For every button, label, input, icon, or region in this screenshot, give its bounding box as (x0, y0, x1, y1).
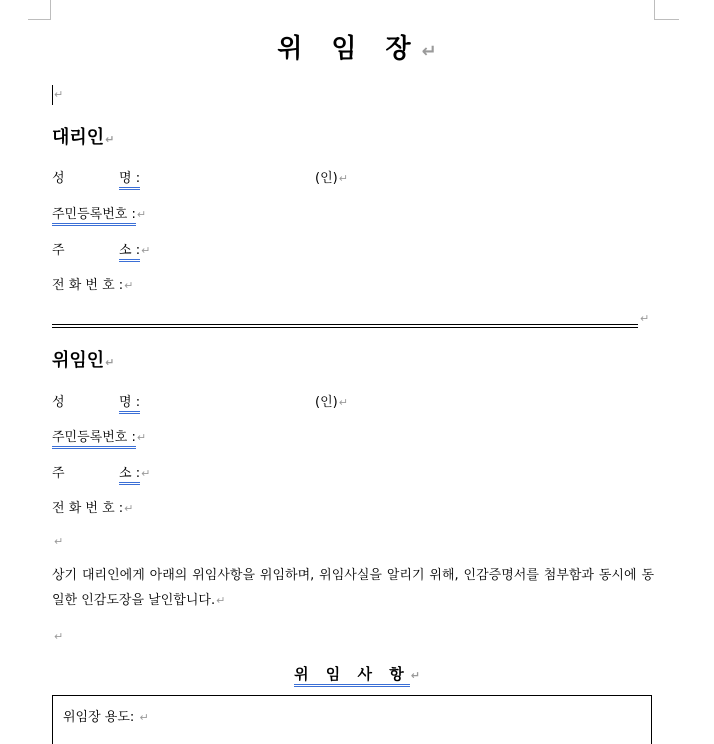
principal-name-field-suffix (119, 391, 140, 410)
divider-line (52, 324, 638, 325)
address-label-suffix: 소 : (119, 243, 140, 262)
divider-line (52, 327, 638, 328)
document-title (0, 28, 714, 65)
crop-mark-top-right (654, 0, 679, 20)
agent-address-field-suffix (119, 239, 150, 258)
agent-address-field (52, 239, 65, 258)
statement-paragraph (52, 563, 654, 613)
paragraph-mark-icon: ↵ (410, 669, 420, 682)
paragraph-mark-icon: ↵ (124, 279, 134, 292)
agent-name-field-suffix (119, 167, 140, 186)
delegation-heading (0, 663, 714, 684)
agent-heading (52, 123, 114, 149)
paragraph-mark-icon: ↵ (105, 356, 115, 369)
paragraph-mark-icon: ↵ (141, 244, 151, 257)
agent-heading-text: 대리인 (52, 127, 105, 148)
phone-label: 전 화 번 호 : (52, 501, 124, 516)
name-label: 성 (52, 395, 65, 410)
paragraph-mark-icon: ↵ (105, 133, 115, 146)
principal-heading (52, 346, 114, 372)
purpose-cell[interactable] (63, 706, 149, 725)
agent-name-field (52, 167, 65, 186)
name-label: 성 (52, 171, 65, 186)
paragraph-mark-icon: ↵ (139, 711, 149, 724)
principal-seal (315, 391, 348, 410)
agent-rrn-field (52, 203, 146, 222)
crop-mark-top-left (28, 0, 51, 20)
rrn-label: 주민등록번호 : (52, 430, 136, 449)
name-label-suffix: 명 : (119, 171, 140, 190)
address-label: 주 (52, 466, 65, 481)
paragraph-mark-icon: ↵ (216, 594, 226, 607)
paragraph-mark-icon: ↵ (54, 630, 64, 643)
principal-name-field (52, 391, 65, 410)
paragraph-mark-icon: ↵ (338, 396, 348, 409)
agent-phone-field (52, 274, 133, 293)
rrn-label: 주민등록번호 : (52, 207, 136, 226)
principal-rrn-field (52, 426, 146, 445)
delegation-heading-text: 위 임 사 항 (294, 665, 410, 687)
address-label-suffix: 소 : (119, 466, 140, 485)
paragraph-mark-icon: ↵ (141, 467, 151, 480)
principal-phone-field (52, 497, 133, 516)
paragraph-mark-icon: ↵ (136, 431, 147, 444)
delegation-table (52, 695, 652, 744)
principal-address-field (52, 462, 65, 481)
statement-text: 상기 대리인에게 아래의 위임사항을 위임하며, 위임사실을 알리기 위해, 인감증명서를 첨부함과 동시에 동일한 인감도장을 날인합니다. (52, 568, 654, 608)
text-cursor (52, 85, 53, 105)
name-label-suffix: 명 : (119, 395, 140, 414)
title-text: 위 임 장 (277, 34, 421, 64)
principal-address-field-suffix (119, 462, 150, 481)
phone-label: 전 화 번 호 : (52, 278, 124, 293)
address-label: 주 (52, 243, 65, 258)
paragraph-mark-icon: ↵ (421, 41, 437, 62)
paragraph-mark-icon: ↵ (338, 172, 348, 185)
purpose-label: 위임장 용도: (63, 710, 135, 725)
paragraph-mark-icon: ↵ (54, 535, 64, 548)
paragraph-mark-icon: ↵ (640, 312, 650, 325)
paragraph-mark-icon: ↵ (54, 88, 64, 101)
seal-text: (인) (315, 395, 338, 410)
paragraph-mark-icon: ↵ (124, 502, 134, 515)
agent-seal (315, 167, 348, 186)
paragraph-mark-icon: ↵ (136, 208, 147, 221)
seal-text: (인) (315, 171, 338, 186)
principal-heading-text: 위임인 (52, 350, 105, 371)
